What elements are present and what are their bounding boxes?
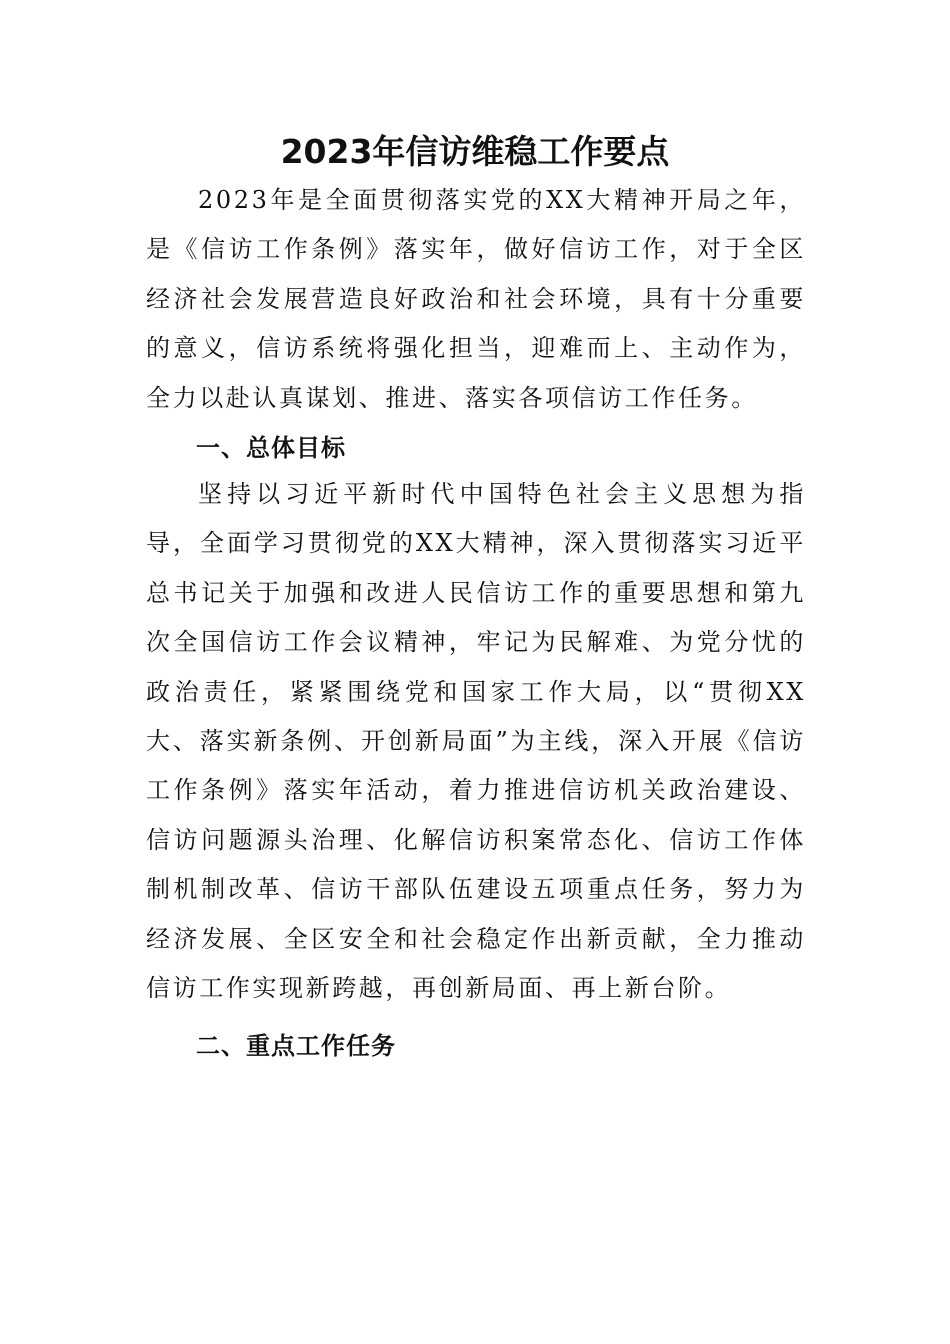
document-title: 2023年信访维稳工作要点 bbox=[280, 132, 670, 171]
section-heading-key-tasks: 二、重点工作任务 bbox=[196, 1032, 396, 1060]
intro-paragraph: 2023年是全面贯彻落实党的XX大精神开局之年，是《信访工作条例》落实年，做好信访工作，对于全区经济社会发展营造良好政治和社会环境，具有十分重要的意义，信访系统将强化担当，迎难而上、主动作为，全力以赴认真谋划、推进、落实各项信访工作任务。 bbox=[146, 186, 806, 412]
overall-goal-paragraph: 坚持以习近平新时代中国特色社会主义思想为指导，全面学习贯彻党的XX大精神，深入贯彻落实习近平总书记关于加强和改进人民信访工作的重要思想和第九次全国信访工作会议精神，牢记为民解难、为党分忧的政治责任，紧紧围绕党和国家工作大局，以“贯彻XX大、落实新条例、开创新局面”为主线，深入开展《信访工作条例》落实年活动，着力推进信访机关政治建设、信访问题源头治理、化解信访积案常态化、信访工作体制机制改革、信访干部队伍建设五项重点任务，努力为经济发展、全区安全和社会稳定作出新贡献，全力推动信访工作实现新跨越，再创新局面、再上新台阶。 bbox=[146, 480, 806, 1003]
section-heading-overall-goal: 一、总体目标 bbox=[196, 434, 346, 462]
